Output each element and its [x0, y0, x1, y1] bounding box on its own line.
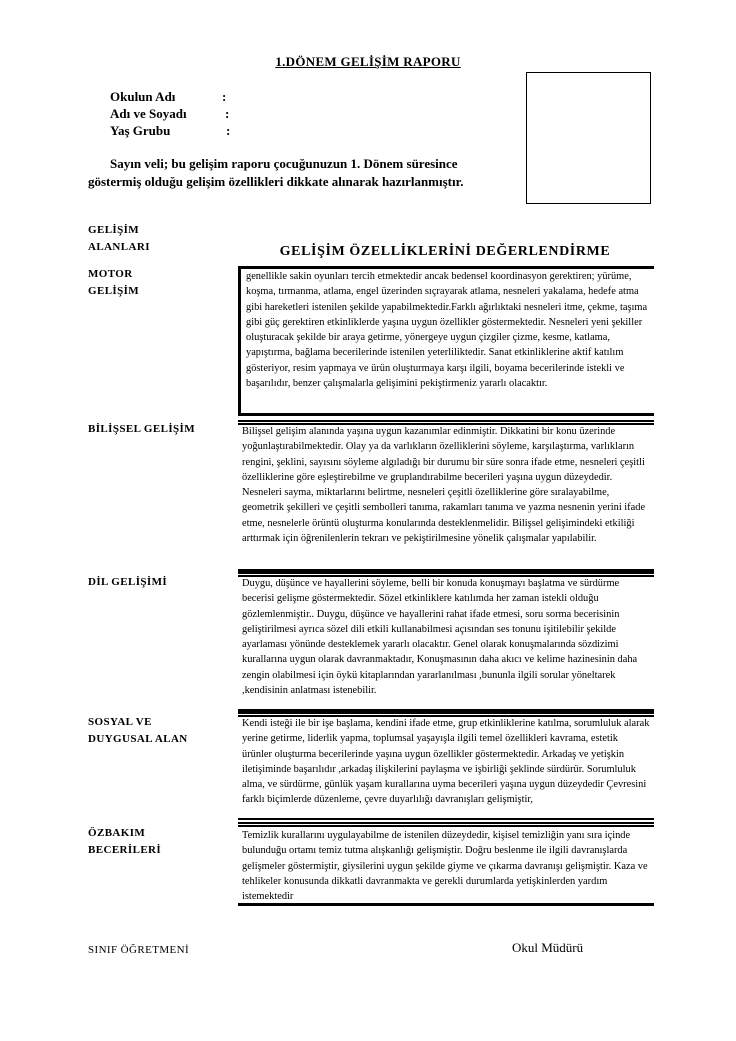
report-title: 1.DÖNEM GELİŞİM RAPORU: [275, 54, 461, 69]
section-label-motor-line1: MOTOR: [88, 268, 133, 280]
school-name-row: [110, 89, 226, 105]
age-group-label: Yaş Grubu: [110, 123, 171, 138]
column-header-evaluation: [236, 235, 654, 265]
age-group-row: [110, 123, 230, 139]
box-top-rule-2: [238, 423, 654, 425]
section-label-language: [88, 574, 167, 591]
section-label-motor: [88, 266, 139, 300]
column-header-evaluation-text: GELİŞİM ÖZELLİKLERİNİ DEĞERLENDİRME: [279, 244, 611, 259]
intro-text: [88, 155, 518, 191]
section-box-language: [238, 572, 654, 712]
section-box-cognitive: [238, 420, 654, 572]
box-top-rule: [238, 822, 654, 824]
section-text-cognitive: Bilişsel gelişim alanında yaşına uygun kazanımlar edinmiştir. Dikkatini bir konu üzerinde yoğunlaştırabilmektedir. Olay ya da varlıkların özelliklerini söyleme, karşılaştırma, varlıkların rengini, şeklini, sayısını söyleme algıladığı bir durumu bir süre sonra ifade etme, nesneleri çeşitli özelliklerine göre eşleştirebilme ve gruplandırabilme becerileri yaşına uygun düzeydedir. Nesneleri sayma, miktarlarını belirtme, nesneleri çeşitli özelliklerine göre sıralayabilme, geometrik şekilleri ve çeşitli sembolleri tanıma, rakamları tanıma ve yazma nesnenin yerini ifade etme, nesnelerle örüntü oluşturma konularında desteklenmelidir. Bilişsel gelişimindeki etkiliği arttırmak için öğrenilenlerin tekrarı ve pekiştirilmesine yönelik çalışmalar yapılabilir.: [242, 426, 646, 545]
column-header-areas-line1: GELİŞİM: [88, 224, 140, 236]
box-top-rule: [238, 712, 654, 714]
student-name-label: Adı ve Soyadı: [110, 106, 187, 121]
section-text-selfcare: Temizlik kurallarını uygulayabilme de istenilen düzeydedir, kişisel temizliğin yanı sıra içinde bulunduğu ortamı temiz tutma alışkanlığı gelişmiştir. Doğru beslenme ile ilgili davranışlarda gelişmeler göstermiştir, giysilerini uygun şekilde giyme ve çıkarma davranışı gelişmiştir. Kaza ve tehlikeler konusunda dikkatli davranmakta ve gerekli durumlarda yetişkinlerden yardım istemektedir: [242, 830, 648, 903]
section-label-motor-line2: GELİŞİM: [88, 285, 140, 297]
school-name-colon: :: [222, 89, 227, 104]
section-label-selfcare-line1: ÖZBAKIM: [88, 827, 146, 839]
student-name-row: [110, 106, 229, 122]
intro-line-1: Sayın veli; bu gelişim raporu çocuğunuzun 1. Dönem süresince: [110, 156, 458, 171]
section-label-social-line2: DUYGUSAL ALAN: [88, 733, 188, 745]
section-label-cognitive-line1: BİLİŞSEL GELİŞİM: [88, 423, 195, 435]
section-label-language-line1: DİL GELİŞİMİ: [88, 576, 168, 588]
photo-frame: [526, 72, 651, 204]
section-label-cognitive: [88, 421, 195, 438]
column-header-areas: [88, 222, 150, 256]
box-bottom-rule: [238, 818, 654, 820]
box-top-rule-2: [238, 575, 654, 577]
age-group-colon: :: [226, 123, 231, 138]
intro-line-2: göstermiş olduğu gelişim özellikleri dikkate alınarak hazırlanmıştır.: [88, 174, 464, 189]
box-top-rule-2: [238, 825, 654, 827]
box-bottom-rule: [238, 413, 654, 416]
student-name-colon: :: [225, 106, 230, 121]
section-label-selfcare: [88, 825, 161, 859]
column-header-areas-line2: ALANLARI: [88, 241, 150, 253]
section-text-social: Kendi isteği ile bir işe başlama, kendini ifade etme, grup etkinliklerine katılma, sorumluluk alarak yerine getirme, liderlik yapma, toplumsal yaşayışla ilgili temel özellikleri kavrama, estetik ürünler oluşturma becerilerinde yaşına uygun özellikler göstermektedir. Arkadaş ve yetişkin iletişiminde başarılıdır ,arkadaş ilişkilerini paylaşma ve işbirliği şeklinde sürdürür. Sorumluluk alma, ve sürdürme, günlük yaşam kurallarına uyma becerileri yaşına uygun düzeydedir Çevresini farklı biçimlerde düzenleme, çevre duyarlılığı davranışları gelişmiştir,: [242, 718, 650, 806]
section-label-social-line1: SOSYAL VE: [88, 716, 152, 728]
box-left-rule: [238, 266, 241, 416]
section-label-selfcare-line2: BECERİLERİ: [88, 844, 162, 856]
section-box-social: [238, 712, 654, 820]
section-text-motor: genellikle sakin oyunları tercih etmektedir ancak bedensel koordinasyon gerektiren; yürüme, koşma, tırmanma, atlama, engel üzerinden sıçrayarak atlama, nesneleri yakalama, hedefe atma gibi hareketleri istenilen şekilde yapabilmektedir.Farklı ağırlıktaki nesneleri itme, çekme, taşıma gibi güç gerektiren etkinliklerde yaşına uygun özellikler göstermektedir. Nesneleri yeni şekiller oluşturacak şekilde bir araya getirme, yönergeye uygun çizgiler çizme, kesme, katlama, yapıştırma, bağlama becerilerinde istenilen yeterliliktedir. Sanat etkinliklerine aktif katılım gösteriyor, resim yapmaya ve ürün oluşturmaya karşı ilgili, boyama becerilerinde istekli ve başarılıdır, benzer çalışmalarla gelişimini pekiştirmeniz yararlı olacaktır.: [246, 271, 648, 390]
section-label-social: [88, 714, 188, 748]
box-top-rule: [238, 420, 654, 422]
principal-signature-label: Okul Müdürü: [512, 940, 584, 955]
box-top-rule: [238, 572, 654, 574]
box-top-rule-2: [238, 715, 654, 717]
teacher-signature-label: SINIF ÖĞRETMENİ: [88, 944, 190, 956]
box-bottom-rule: [238, 903, 654, 906]
box-top-rule: [238, 266, 654, 269]
section-box-selfcare: [238, 822, 654, 906]
school-name-label: Okulun Adı: [110, 89, 176, 104]
section-box-motor: [238, 266, 654, 416]
section-text-language: Duygu, düşünce ve hayallerini söyleme, belli bir konuda konuşmayı başlatma ve sürdürme becerisi gelişme göstermektedir. Sözel etkinliklere katılımda her zaman istekli olduğu gözlemlenmiştir.. Duygu, düşünce ve hayallerini rahat ifade etmesi, soru sorma becerisinin geliştirilmesi ayrıca sözel dili etkili kullanabilmesi açısından ses tonunu işitilebilir şekilde ayarlaması yönünde desteklemek yararlı olacaktır. Genel olarak konuşmalarında sözdizimi kurallarına uygun olarak davranmaktadır, Konuşmasının daha akıcı ve kelime hazinesinin daha zengin olabilmesi için öykü kitaplarından yararlanılması ,bununla ilgili sorular yöneltarek ,kendisinin anlatması istenebilir.: [242, 578, 638, 697]
